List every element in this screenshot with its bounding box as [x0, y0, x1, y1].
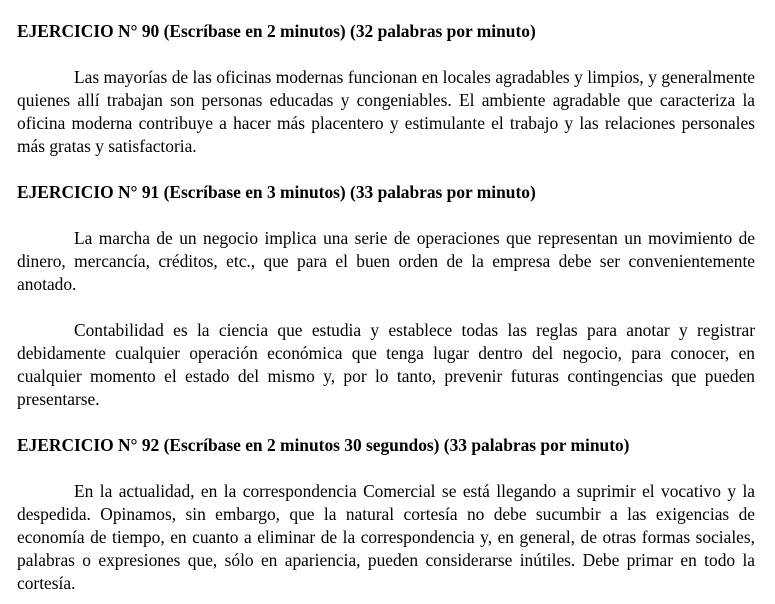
exercise-paragraph: Contabilidad es la ciencia que estudia y establece todas las reglas para anotar y registrar debidamente cualquier operación económica que tenga lugar dentro del negocio, para conocer, en cualquier momento el estado del mismo y, por lo tanto, prevenir futuras contingencias que pueden presentarse.	[17, 320, 755, 409]
exercise-paragraph: En la actualidad, en la correspondencia Comercial se está llegando a suprimir el vocativo y la despedida. Opinamos, sin embargo, que la natural cortesía no debe sucumbir a las exigencias de economía de tiempo, en cuanto a eliminar de la correspondencia y, en general, de otras formas sociales, palabras o expresiones que, sólo en apariencia, pueden considerarse inútiles. Debe primar en todo la cortesía.	[17, 481, 755, 593]
exercise-91	[17, 181, 755, 411]
exercise-heading: EJERCICIO N° 91 (Escríbase en 3 minutos) (33 palabras por minuto)	[17, 182, 536, 202]
exercise-heading: EJERCICIO N° 92 (Escríbase en 2 minutos 30 segundos) (33 palabras por minuto)	[17, 435, 630, 455]
exercise-paragraph: Las mayorías de las oficinas modernas funcionan en locales agradables y limpios, y generalmente quienes allí trabajan son personas educadas y congeniables. El ambiente agradable que caracteriza la oficina moderna contribuye a hacer más placentero y estimulante el trabajo y las relaciones personales más gratas y satisfactoria.	[17, 67, 755, 156]
exercise-90	[17, 20, 755, 158]
exercise-heading: EJERCICIO N° 90 (Escríbase en 2 minutos) (32 palabras por minuto)	[17, 21, 536, 41]
exercise-92	[17, 434, 755, 595]
exercise-paragraph: La marcha de un negocio implica una serie de operaciones que representan un movimiento de dinero, mercancía, créditos, etc., que para el buen orden de la empresa debe ser convenientemente anotado.	[17, 228, 755, 294]
